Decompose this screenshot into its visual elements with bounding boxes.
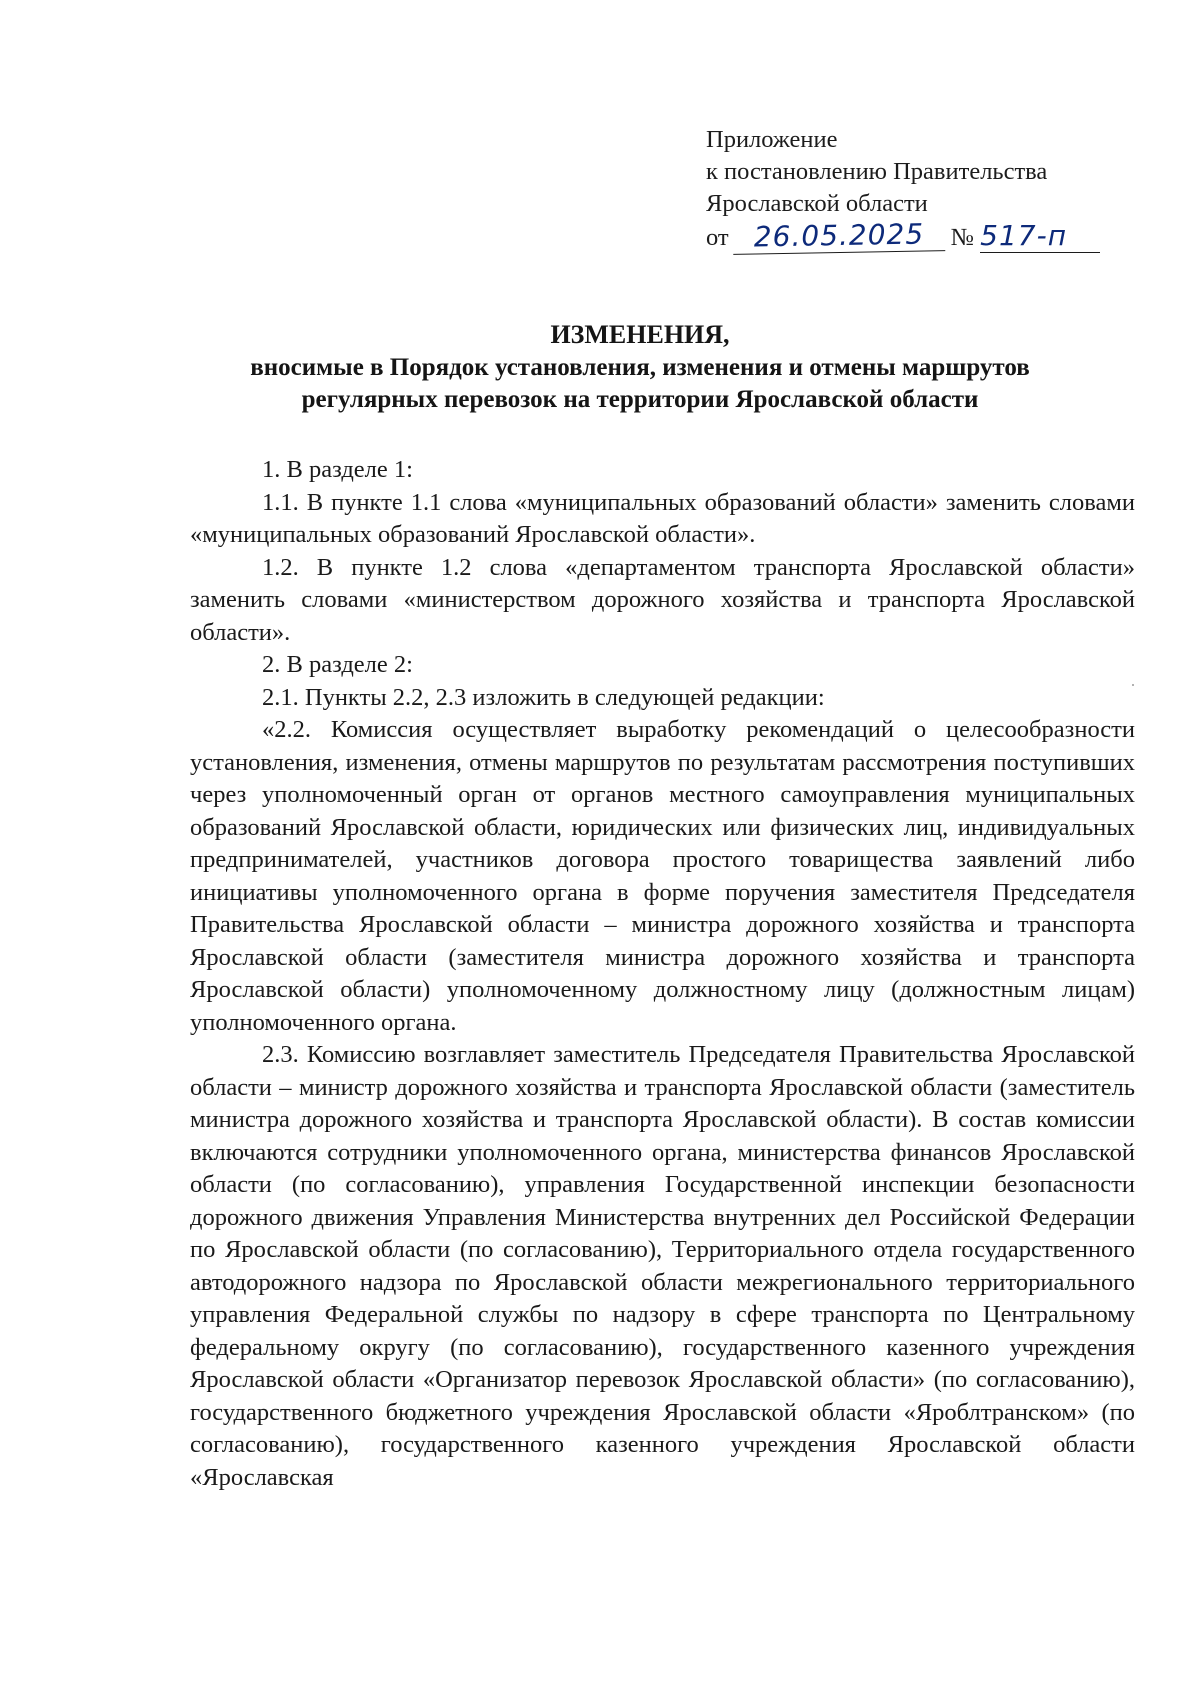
- appendix-header: [706, 124, 1100, 254]
- handwritten-date: 26.05.2025: [732, 218, 945, 255]
- document-body: [190, 454, 1135, 1494]
- appendix-date-number-line: [706, 217, 1100, 254]
- appendix-title: Приложение: [706, 126, 838, 153]
- appendix-reference: к постановлению Правительства: [706, 158, 1048, 185]
- handwritten-number: 517-п: [980, 220, 1100, 253]
- paragraph-2-1: 2.1. Пункты 2.2, 2.3 изложить в следующей редакции:: [262, 683, 825, 711]
- number-label: №: [950, 224, 975, 251]
- from-label: от: [706, 224, 729, 251]
- document-subtitle-line-2: регулярных перевозок на территории Ярославской области: [301, 386, 979, 413]
- paragraph-2-3: 2.3. Комиссию возглавляет заместитель Председателя Правительства Ярославской области – министр дорожного хозяйства и транспорта Ярославской области (заместитель министра дорожного хозяйства и транспорта Ярославской области). В состав комиссии включаются сотрудники уполномоченного органа, министерства финансов Ярославской области (по согласованию), управления Государственной инспекции безопасности дорожного движения Управления Министерства внутренних дел Российской Федерации по Ярославской области (по согласованию), Территориального отдела государственного автодорожного надзора по Ярославской области межрегионального территориального управления Федеральной службы по надзору в сфере транспорта по Центральному федеральному округу (по согласованию), государственного казенного учреждения Ярославской области «Организатор перевозок Ярославской области» (по согласованию), государственного бюджетного учреждения Ярославской области «Яроблтранском» (по согласованию), государственного казенного учреждения Ярославской области «Ярославская: [190, 1041, 1135, 1491]
- paragraph-1-2: 1.2. В пункте 1.2 слова «департаментом транспорта Ярославской области» заменить словами «министерством дорожного хозяйства и транспорта Ярославской области».: [190, 553, 1135, 646]
- document-heading: ИЗМЕНЕНИЯ,: [550, 320, 730, 349]
- document-subtitle-line-1: вносимые в Порядок установления, изменения и отмены маршрутов: [250, 354, 1030, 381]
- paragraph-1-1: 1.1. В пункте 1.1 слова «муниципальных образований области» заменить словами «муниципальных образований Ярославской области».: [190, 488, 1135, 548]
- paragraph-section-1: 1. В разделе 1:: [262, 456, 413, 483]
- paragraph-2-2: «2.2. Комиссия осуществляет выработку рекомендаций о целесообразности установления, изменения, отмены маршрутов по результатам рассмотрения поступивших через уполномоченный орган от органов местного самоуправления муниципальных образований Ярославской области, юридических или физических лиц, индивидуальных предпринимателей, участников договора простого товарищества заявлений либо инициативы уполномоченного органа в форме поручения заместителя Председателя Правительства Ярославской области – министра дорожного хозяйства и транспорта Ярославской области (заместителя министра дорожного хозяйства и транспорта Ярославской области) уполномоченному должностному лицу (должностным лицам) уполномоченного органа.: [190, 716, 1135, 1036]
- scan-artifact: [1132, 684, 1134, 686]
- appendix-region: Ярославской области: [706, 190, 928, 217]
- paragraph-section-2: 2. В разделе 2:: [262, 651, 413, 678]
- document-title-block: [180, 318, 1100, 416]
